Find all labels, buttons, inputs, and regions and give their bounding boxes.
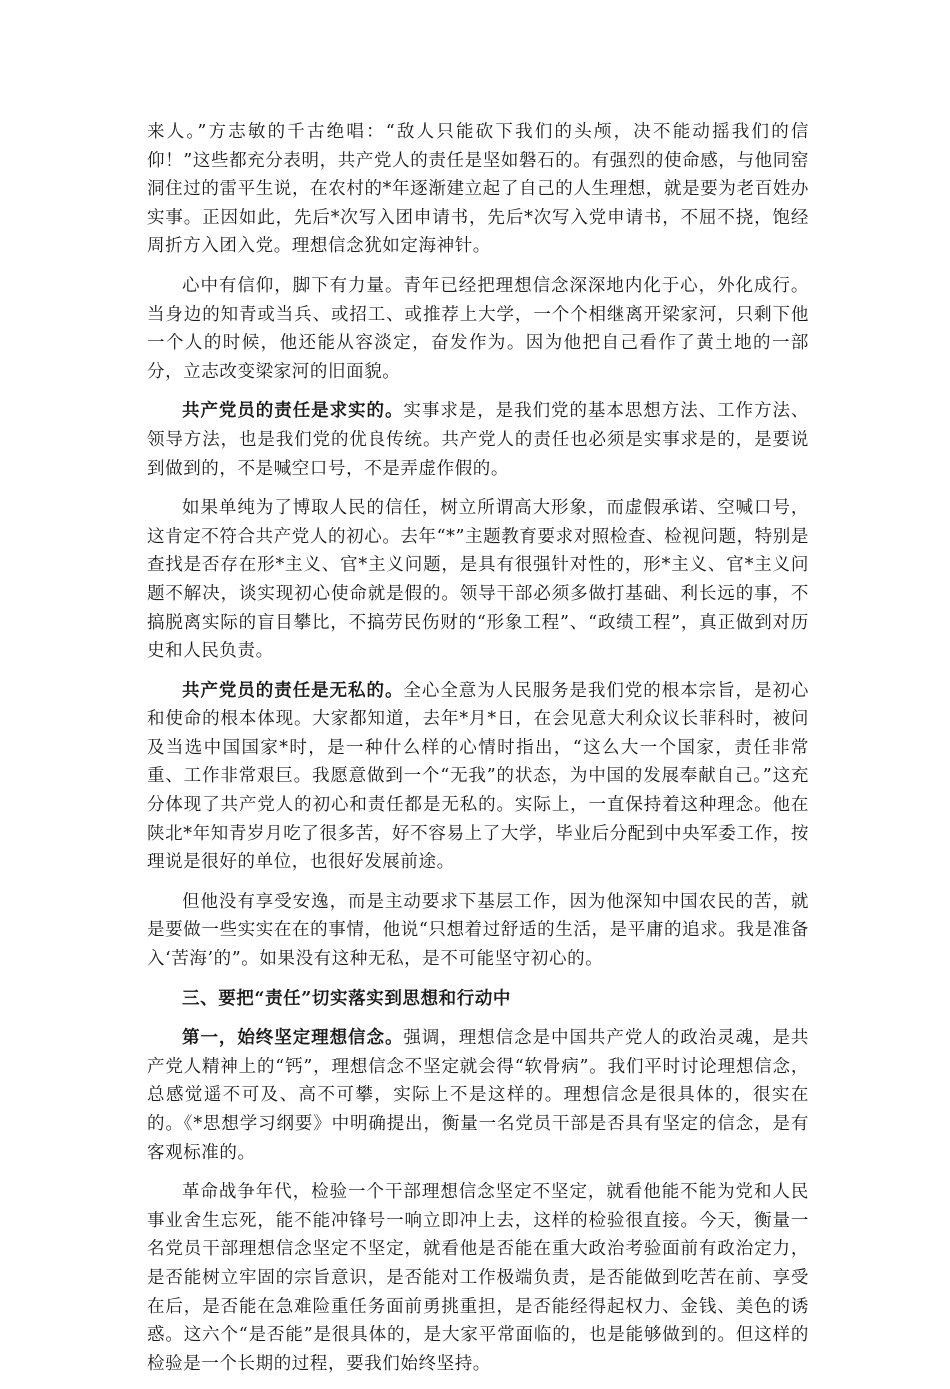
paragraph-7 [147,1024,809,1167]
paragraph-text: 心中有信仰，脚下有力量。青年已经把理想信念深深地内化于心，外化成行。当身边的知青或当兵、或招工、或推荐上大学，一个个相继离开梁家河，只剩下他一个人的时候，他还能从容淡定，奋发作为。因为他把自己看作了黄土地的一部分，立志改变梁家河的旧面貌。 [147,275,809,382]
paragraph-text: 来人。”方志敏的千古绝唱：“敌人只能砍下我们的头颅，决不能动摇我们的信仰！”这些都充分表明，共产党人的责任是坚如磐石的。有强烈的使命感，与他同窑洞住过的雷平生说，在农村的*年逐渐建立起了自己的人生理想，就是要为老百姓办实事。正因如此，先后*次写入团申请书，先后*次写入党申请书，不屈不挠，饱经周折方入团入党。理想信念犹如定海神针。 [147,122,809,257]
section-heading: 三、要把“责任”切实落实到思想和行动中 [182,988,512,1009]
paragraph-text: 如果单纯为了博取人民的信任，树立所谓高大形象，而虚假承诺、空喊口号，这肯定不符合共产党人的初心。去年“*”主题教育要求对照检查、检视问题，特别是查找是否存在形*主义、官*主义问题，是具有很强针对性的，形*主义、官*主义问题不解决，谈实现初心使命就是假的。领导干部必须多做打基础、利长远的事，不搞脱离实际的盲目攀比，不搞劳民伤财的“形象工程”、“政绩工程”，真正做到对历史和人民负责。 [147,498,809,662]
paragraph-1 [147,118,809,261]
paragraph-text: 强调，理想信念是中国共产党人的政治灵魂，是共产党人精神上的“钙”，理想信念不坚定就会得“软骨病”。我们平时讨论理想信念，总感觉遥不可及、高不可攀，实际上不是这样的。理想信念是很具体的，很实在的。《*思想学习纲要》中明确提出，衡量一名党员干部是否具有坚定的信念，是有客观标准的。 [147,1028,809,1163]
paragraph-text: 革命战争年代，检验一个干部理想信念坚定不坚定，就看他能不能为党和人民事业舍生忘死，能不能冲锋号一响立即冲上去，这样的检验很直接。今天，衡量一名党员干部理想信念坚定不坚定，就看他是否能在重大政治考验面前有政治定力，是否能树立牢固的宗旨意识，是否能对工作极端负责，是否能做到吃苦在前、享受在后，是否能在急难险重任务面前勇挑重担，是否能经得起权力、金钱、美色的诱惑。这六个“是否能”是很具体的，是大家平常面临的，也是能够做到的。但这样的检验是一个长期的过程，要我们始终坚持。 [147,1182,809,1374]
paragraph-lead: 第一，始终坚定理想信念。 [182,1028,404,1049]
paragraph-8 [147,1178,809,1378]
paragraph-lead: 共产党员的责任是求实的。 [182,401,404,422]
paragraph-3 [147,397,809,483]
paragraph-6 [147,888,809,974]
paragraph-5 [147,677,809,877]
paragraph-2 [147,272,809,386]
paragraph-text: 全心全意为人民服务是我们党的根本宗旨，是初心和使命的根本体现。大家都知道，去年*月*日，在会见意大利众议长菲科时，被问及当选中国国家*时，是一种什么样的心情时指出，“这么大一个国家，责任非常重、工作非常艰巨。我愿意做到一个“无我”的状态，为中国的发展奉献自己。”这充分体现了共产党人的初心和责任都是无私的。实际上，一直保持着这种理念。他在陕北*年知青岁月吃了很多苦，好不容易上了大学，毕业后分配到中央军委工作，按理说是很好的单位，也很好发展前途。 [147,680,809,873]
paragraph-4 [147,494,809,666]
document-body [147,118,809,1389]
paragraph-text: 但他没有享受安逸，而是主动要求下基层工作，因为他深知中国农民的苦，就是要做一些实实在在的事情，他说“只想着过舒适的生活，是平庸的追求。我是准备入‘苦海’的”。如果没有这种无私，是不可能坚守初心的。 [147,891,809,970]
paragraph-lead: 共产党员的责任是无私的。 [182,680,404,701]
paragraph-text: 实事求是，是我们党的基本思想方法、工作方法、领导方法，也是我们党的优良传统。共产党人的责任也必须是实事求是的，是要说到做到的，不是喊空口号，不是弄虚作假的。 [147,401,809,479]
